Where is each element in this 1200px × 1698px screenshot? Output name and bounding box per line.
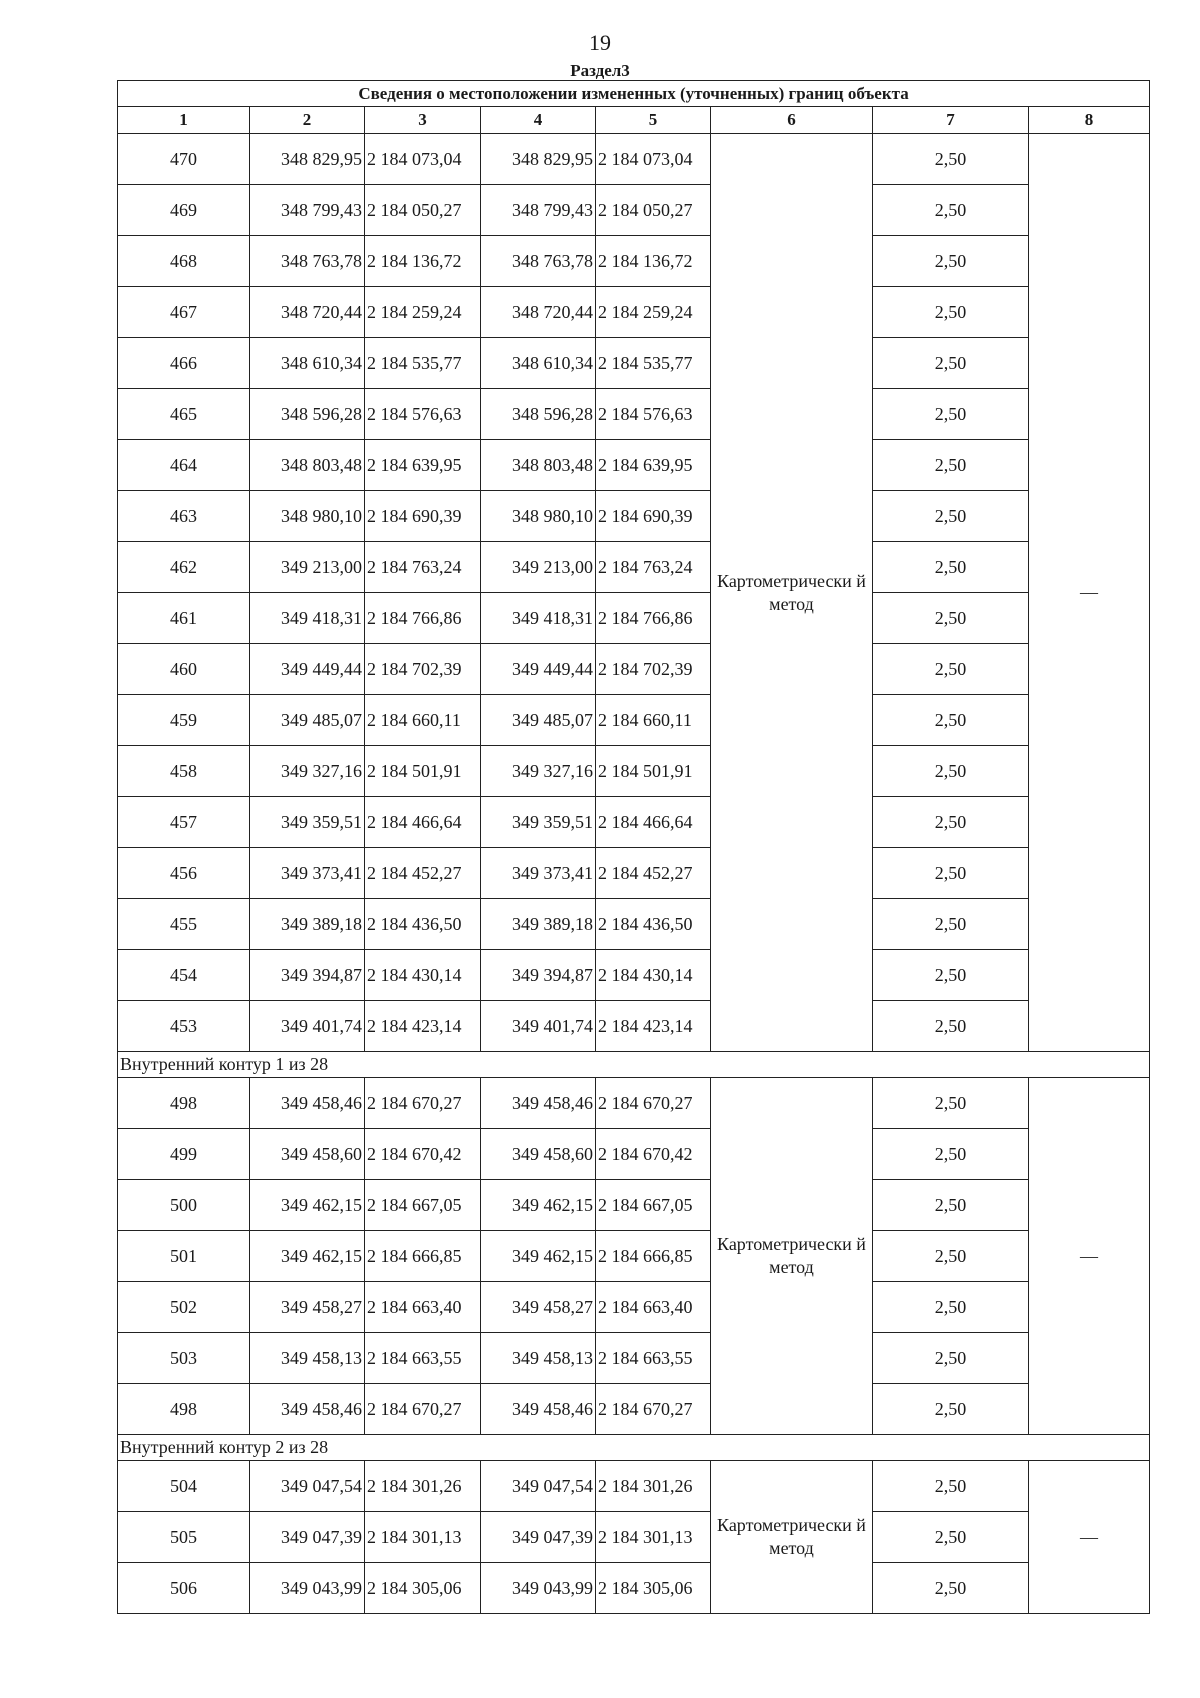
y-existing-cell: 2 184 436,50 xyxy=(365,899,481,950)
x-new-cell: 349 047,54 xyxy=(481,1461,596,1512)
precision-cell: 2,50 xyxy=(873,950,1029,1001)
x-existing-cell: 348 799,43 xyxy=(250,185,365,236)
point-number-cell: 454 xyxy=(118,950,250,1001)
precision-cell: 2,50 xyxy=(873,542,1029,593)
table-row xyxy=(118,899,1150,950)
y-new-cell: 2 184 766,86 xyxy=(596,593,711,644)
y-existing-cell: 2 184 301,13 xyxy=(365,1512,481,1563)
precision-cell: 2,50 xyxy=(873,1282,1029,1333)
x-existing-cell: 348 720,44 xyxy=(250,287,365,338)
y-new-cell: 2 184 423,14 xyxy=(596,1001,711,1052)
y-existing-cell: 2 184 639,95 xyxy=(365,440,481,491)
y-new-cell: 2 184 301,26 xyxy=(596,1461,711,1512)
table-row xyxy=(118,1180,1150,1231)
y-existing-cell: 2 184 667,05 xyxy=(365,1180,481,1231)
precision-cell: 2,50 xyxy=(873,1078,1029,1129)
y-new-cell: 2 184 670,27 xyxy=(596,1384,711,1435)
x-existing-cell: 349 458,46 xyxy=(250,1384,365,1435)
table-row xyxy=(118,1078,1150,1129)
y-new-cell: 2 184 535,77 xyxy=(596,338,711,389)
x-new-cell: 349 373,41 xyxy=(481,848,596,899)
precision-cell: 2,50 xyxy=(873,185,1029,236)
point-number-cell: 463 xyxy=(118,491,250,542)
y-existing-cell: 2 184 576,63 xyxy=(365,389,481,440)
x-existing-cell: 349 449,44 xyxy=(250,644,365,695)
table-row xyxy=(118,542,1150,593)
x-new-cell: 348 803,48 xyxy=(481,440,596,491)
x-existing-cell: 349 458,27 xyxy=(250,1282,365,1333)
table-row xyxy=(118,338,1150,389)
x-existing-cell: 349 394,87 xyxy=(250,950,365,1001)
point-number-cell: 456 xyxy=(118,848,250,899)
y-new-cell: 2 184 670,27 xyxy=(596,1078,711,1129)
point-number-cell: 498 xyxy=(118,1384,250,1435)
table-row xyxy=(118,1563,1150,1614)
x-new-cell: 349 458,46 xyxy=(481,1384,596,1435)
page-number: 19 xyxy=(589,30,611,55)
x-new-cell: 349 401,74 xyxy=(481,1001,596,1052)
x-new-cell: 348 829,95 xyxy=(481,134,596,185)
precision-cell: 2,50 xyxy=(873,1384,1029,1435)
point-number-cell: 459 xyxy=(118,695,250,746)
y-new-cell: 2 184 452,27 xyxy=(596,848,711,899)
point-number-cell: 498 xyxy=(118,1078,250,1129)
x-existing-cell: 349 373,41 xyxy=(250,848,365,899)
y-new-cell: 2 184 436,50 xyxy=(596,899,711,950)
table-row xyxy=(118,1512,1150,1563)
precision-cell: 2,50 xyxy=(873,389,1029,440)
y-new-cell: 2 184 660,11 xyxy=(596,695,711,746)
x-new-cell: 349 418,31 xyxy=(481,593,596,644)
y-existing-cell: 2 184 763,24 xyxy=(365,542,481,593)
y-existing-cell: 2 184 259,24 xyxy=(365,287,481,338)
point-number-cell: 464 xyxy=(118,440,250,491)
column-number: 5 xyxy=(596,107,711,134)
table-row xyxy=(118,1333,1150,1384)
x-new-cell: 348 980,10 xyxy=(481,491,596,542)
y-existing-cell: 2 184 690,39 xyxy=(365,491,481,542)
precision-cell: 2,50 xyxy=(873,1001,1029,1052)
point-number-cell: 502 xyxy=(118,1282,250,1333)
y-new-cell: 2 184 136,72 xyxy=(596,236,711,287)
y-new-cell: 2 184 663,55 xyxy=(596,1333,711,1384)
table-row xyxy=(118,287,1150,338)
x-existing-cell: 349 418,31 xyxy=(250,593,365,644)
column-number: 8 xyxy=(1029,107,1150,134)
x-existing-cell: 349 462,15 xyxy=(250,1231,365,1282)
point-number-cell: 466 xyxy=(118,338,250,389)
x-new-cell: 349 485,07 xyxy=(481,695,596,746)
point-number-cell: 458 xyxy=(118,746,250,797)
x-new-cell: 349 458,60 xyxy=(481,1129,596,1180)
precision-cell: 2,50 xyxy=(873,491,1029,542)
point-number-cell: 505 xyxy=(118,1512,250,1563)
y-new-cell: 2 184 430,14 xyxy=(596,950,711,1001)
x-existing-cell: 349 401,74 xyxy=(250,1001,365,1052)
y-existing-cell: 2 184 766,86 xyxy=(365,593,481,644)
table-row xyxy=(118,134,1150,185)
y-new-cell: 2 184 690,39 xyxy=(596,491,711,542)
table-row xyxy=(118,185,1150,236)
x-existing-cell: 349 213,00 xyxy=(250,542,365,593)
y-existing-cell: 2 184 452,27 xyxy=(365,848,481,899)
precision-cell: 2,50 xyxy=(873,1180,1029,1231)
y-new-cell: 2 184 667,05 xyxy=(596,1180,711,1231)
x-new-cell: 349 449,44 xyxy=(481,644,596,695)
y-existing-cell: 2 184 670,27 xyxy=(365,1078,481,1129)
x-existing-cell: 348 596,28 xyxy=(250,389,365,440)
contour-header-row xyxy=(118,1052,1150,1078)
y-new-cell: 2 184 702,39 xyxy=(596,644,711,695)
table-row xyxy=(118,1129,1150,1180)
x-new-cell: 349 462,15 xyxy=(481,1231,596,1282)
point-number-cell: 501 xyxy=(118,1231,250,1282)
point-number-cell: 503 xyxy=(118,1333,250,1384)
table-row xyxy=(118,1384,1150,1435)
y-existing-cell: 2 184 663,40 xyxy=(365,1282,481,1333)
point-number-cell: 506 xyxy=(118,1563,250,1614)
point-number-cell: 453 xyxy=(118,1001,250,1052)
table-caption: Сведения о местоположении измененных (уточненных) границ объекта xyxy=(118,81,1150,107)
point-number-cell: 465 xyxy=(118,389,250,440)
table-row xyxy=(118,1001,1150,1052)
note-cell: — xyxy=(1029,1078,1150,1435)
y-existing-cell: 2 184 670,42 xyxy=(365,1129,481,1180)
precision-cell: 2,50 xyxy=(873,746,1029,797)
contour-label: Внутренний контур 1 из 28 xyxy=(118,1052,1150,1078)
y-existing-cell: 2 184 073,04 xyxy=(365,134,481,185)
precision-cell: 2,50 xyxy=(873,848,1029,899)
point-number-cell: 461 xyxy=(118,593,250,644)
y-new-cell: 2 184 050,27 xyxy=(596,185,711,236)
precision-cell: 2,50 xyxy=(873,134,1029,185)
x-new-cell: 349 389,18 xyxy=(481,899,596,950)
x-new-cell: 348 799,43 xyxy=(481,185,596,236)
x-new-cell: 349 359,51 xyxy=(481,797,596,848)
x-existing-cell: 349 458,60 xyxy=(250,1129,365,1180)
x-existing-cell: 349 485,07 xyxy=(250,695,365,746)
y-new-cell: 2 184 639,95 xyxy=(596,440,711,491)
y-existing-cell: 2 184 301,26 xyxy=(365,1461,481,1512)
point-number-cell: 470 xyxy=(118,134,250,185)
x-existing-cell: 349 043,99 xyxy=(250,1563,365,1614)
precision-cell: 2,50 xyxy=(873,338,1029,389)
precision-cell: 2,50 xyxy=(873,593,1029,644)
x-new-cell: 348 763,78 xyxy=(481,236,596,287)
point-number-cell: 504 xyxy=(118,1461,250,1512)
y-new-cell: 2 184 073,04 xyxy=(596,134,711,185)
column-number: 4 xyxy=(481,107,596,134)
x-existing-cell: 349 047,54 xyxy=(250,1461,365,1512)
y-existing-cell: 2 184 535,77 xyxy=(365,338,481,389)
column-number: 1 xyxy=(118,107,250,134)
note-cell: — xyxy=(1029,1461,1150,1614)
point-number-cell: 455 xyxy=(118,899,250,950)
precision-cell: 2,50 xyxy=(873,644,1029,695)
point-number-cell: 460 xyxy=(118,644,250,695)
column-number-row xyxy=(118,107,1150,134)
table-row xyxy=(118,236,1150,287)
point-number-cell: 500 xyxy=(118,1180,250,1231)
x-existing-cell: 349 047,39 xyxy=(250,1512,365,1563)
table-row xyxy=(118,440,1150,491)
point-number-cell: 467 xyxy=(118,287,250,338)
x-new-cell: 348 720,44 xyxy=(481,287,596,338)
x-existing-cell: 349 462,15 xyxy=(250,1180,365,1231)
precision-cell: 2,50 xyxy=(873,440,1029,491)
precision-cell: 2,50 xyxy=(873,287,1029,338)
precision-cell: 2,50 xyxy=(873,1231,1029,1282)
y-existing-cell: 2 184 305,06 xyxy=(365,1563,481,1614)
precision-cell: 2,50 xyxy=(873,899,1029,950)
method-cell: Картометрически й метод xyxy=(711,1078,873,1435)
y-new-cell: 2 184 305,06 xyxy=(596,1563,711,1614)
table-row xyxy=(118,1461,1150,1512)
method-cell: Картометрически й метод xyxy=(711,1461,873,1614)
y-new-cell: 2 184 666,85 xyxy=(596,1231,711,1282)
y-new-cell: 2 184 763,24 xyxy=(596,542,711,593)
x-existing-cell: 349 458,46 xyxy=(250,1078,365,1129)
precision-cell: 2,50 xyxy=(873,236,1029,287)
table-row xyxy=(118,1231,1150,1282)
x-new-cell: 349 213,00 xyxy=(481,542,596,593)
y-existing-cell: 2 184 430,14 xyxy=(365,950,481,1001)
x-existing-cell: 349 458,13 xyxy=(250,1333,365,1384)
boundary-coordinates-table xyxy=(117,80,1150,1614)
precision-cell: 2,50 xyxy=(873,1563,1029,1614)
y-existing-cell: 2 184 423,14 xyxy=(365,1001,481,1052)
x-new-cell: 349 458,46 xyxy=(481,1078,596,1129)
x-new-cell: 348 610,34 xyxy=(481,338,596,389)
y-new-cell: 2 184 576,63 xyxy=(596,389,711,440)
point-number-cell: 462 xyxy=(118,542,250,593)
x-new-cell: 349 394,87 xyxy=(481,950,596,1001)
precision-cell: 2,50 xyxy=(873,1512,1029,1563)
x-new-cell: 349 462,15 xyxy=(481,1180,596,1231)
table-row xyxy=(118,950,1150,1001)
y-new-cell: 2 184 501,91 xyxy=(596,746,711,797)
precision-cell: 2,50 xyxy=(873,1461,1029,1512)
y-existing-cell: 2 184 466,64 xyxy=(365,797,481,848)
y-existing-cell: 2 184 666,85 xyxy=(365,1231,481,1282)
precision-cell: 2,50 xyxy=(873,1129,1029,1180)
precision-cell: 2,50 xyxy=(873,1333,1029,1384)
point-number-cell: 469 xyxy=(118,185,250,236)
x-new-cell: 349 043,99 xyxy=(481,1563,596,1614)
x-new-cell: 349 327,16 xyxy=(481,746,596,797)
table-row xyxy=(118,389,1150,440)
table-row xyxy=(118,491,1150,542)
table-row xyxy=(118,797,1150,848)
x-existing-cell: 348 610,34 xyxy=(250,338,365,389)
x-new-cell: 349 458,13 xyxy=(481,1333,596,1384)
x-existing-cell: 349 327,16 xyxy=(250,746,365,797)
y-existing-cell: 2 184 136,72 xyxy=(365,236,481,287)
x-existing-cell: 348 803,48 xyxy=(250,440,365,491)
table-row xyxy=(118,848,1150,899)
column-number: 7 xyxy=(873,107,1029,134)
x-new-cell: 349 047,39 xyxy=(481,1512,596,1563)
y-existing-cell: 2 184 660,11 xyxy=(365,695,481,746)
point-number-cell: 457 xyxy=(118,797,250,848)
x-existing-cell: 348 829,95 xyxy=(250,134,365,185)
contour-header-row xyxy=(118,1435,1150,1461)
table-row xyxy=(118,746,1150,797)
y-existing-cell: 2 184 501,91 xyxy=(365,746,481,797)
x-existing-cell: 349 389,18 xyxy=(250,899,365,950)
contour-label: Внутренний контур 2 из 28 xyxy=(118,1435,1150,1461)
method-cell: Картометрически й метод xyxy=(711,134,873,1052)
column-number: 3 xyxy=(365,107,481,134)
y-existing-cell: 2 184 670,27 xyxy=(365,1384,481,1435)
y-new-cell: 2 184 670,42 xyxy=(596,1129,711,1180)
x-new-cell: 349 458,27 xyxy=(481,1282,596,1333)
column-number: 2 xyxy=(250,107,365,134)
x-new-cell: 348 596,28 xyxy=(481,389,596,440)
y-new-cell: 2 184 259,24 xyxy=(596,287,711,338)
table-row xyxy=(118,695,1150,746)
y-new-cell: 2 184 466,64 xyxy=(596,797,711,848)
y-existing-cell: 2 184 663,55 xyxy=(365,1333,481,1384)
column-number: 6 xyxy=(711,107,873,134)
x-existing-cell: 348 980,10 xyxy=(250,491,365,542)
section-title: Раздел3 xyxy=(570,61,630,80)
table-row xyxy=(118,1282,1150,1333)
point-number-cell: 468 xyxy=(118,236,250,287)
y-new-cell: 2 184 663,40 xyxy=(596,1282,711,1333)
table-row xyxy=(118,644,1150,695)
x-existing-cell: 349 359,51 xyxy=(250,797,365,848)
note-cell: — xyxy=(1029,134,1150,1052)
precision-cell: 2,50 xyxy=(873,797,1029,848)
x-existing-cell: 348 763,78 xyxy=(250,236,365,287)
table-row xyxy=(118,593,1150,644)
point-number-cell: 499 xyxy=(118,1129,250,1180)
y-existing-cell: 2 184 702,39 xyxy=(365,644,481,695)
precision-cell: 2,50 xyxy=(873,695,1029,746)
y-new-cell: 2 184 301,13 xyxy=(596,1512,711,1563)
y-existing-cell: 2 184 050,27 xyxy=(365,185,481,236)
